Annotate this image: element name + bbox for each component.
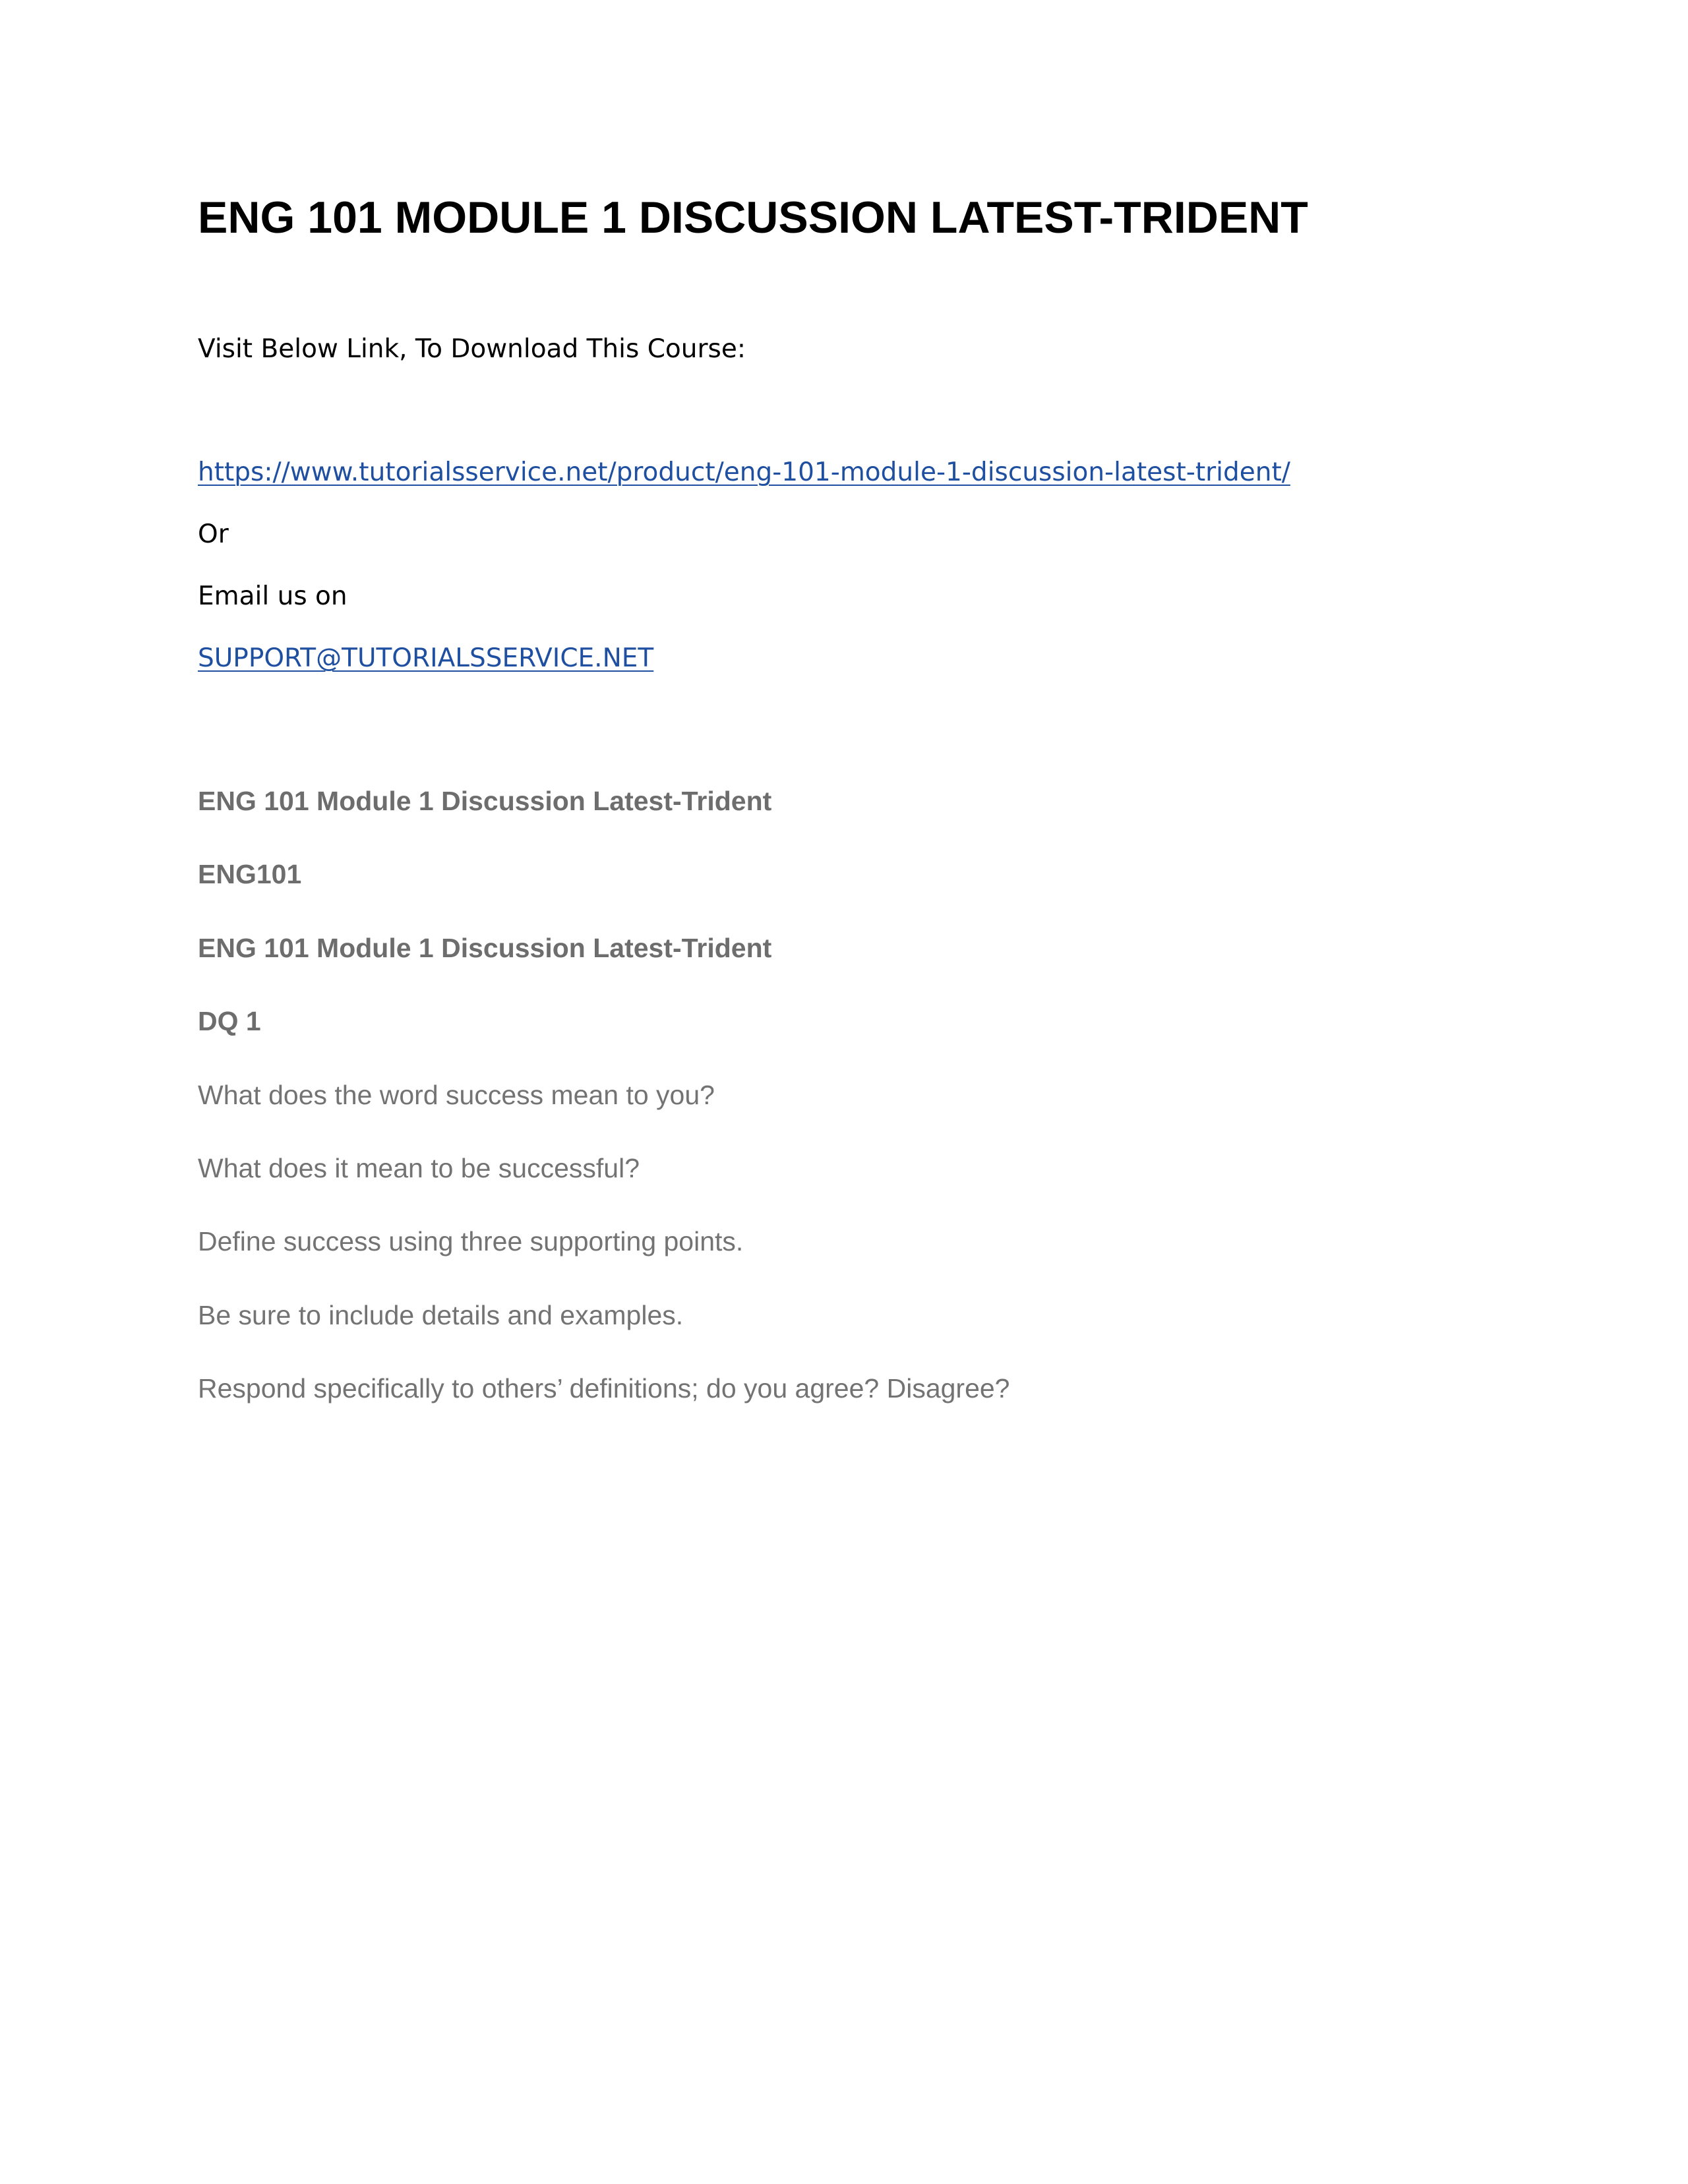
- page-title: ENG 101 MODULE 1 DISCUSSION LATEST-TRIDENT: [198, 192, 1308, 243]
- question-item: Define success using three supporting points.: [198, 1226, 744, 1256]
- question-item: What does the word success mean to you?: [198, 1080, 715, 1110]
- dq-label: DQ 1: [198, 1006, 261, 1036]
- course-heading-repeat: ENG 101 Module 1 Discussion Latest-Trident: [198, 933, 772, 963]
- intro-text: Visit Below Link, To Download This Course:: [198, 334, 746, 364]
- question-item: What does it mean to be successful?: [198, 1153, 640, 1183]
- email-link[interactable]: SUPPORT@TUTORIALSSERVICE.NET: [198, 643, 654, 673]
- download-link[interactable]: https://www.tutorialsservice.net/product/eng-101-module-1-discussion-latest-trident/: [198, 457, 1290, 487]
- question-item: Respond specifically to others’ definitions; do you agree? Disagree?: [198, 1373, 1010, 1403]
- email-prompt: Email us on: [198, 581, 347, 611]
- or-text: Or: [198, 519, 229, 549]
- course-heading: ENG 101 Module 1 Discussion Latest-Trident: [198, 786, 772, 816]
- question-item: Be sure to include details and examples.: [198, 1300, 684, 1330]
- course-code: ENG101: [198, 859, 302, 889]
